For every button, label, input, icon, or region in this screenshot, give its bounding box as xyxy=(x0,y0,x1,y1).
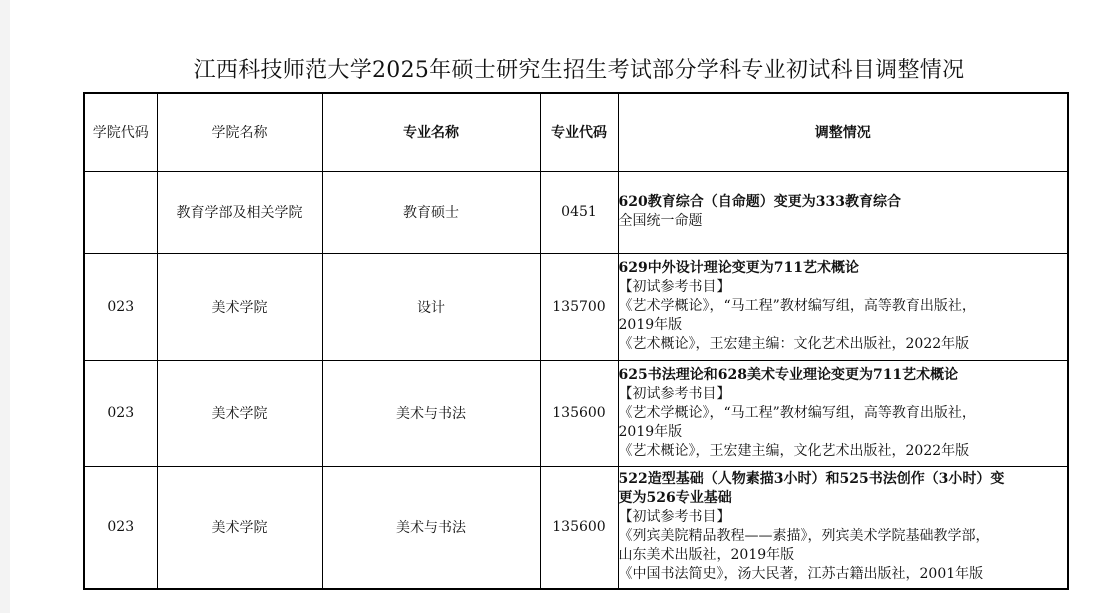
cell-college-code: 023 xyxy=(84,253,157,360)
adjustment-change-line: 625书法理论和628美术专业理论变更为711艺术概论 xyxy=(618,366,959,383)
table-row xyxy=(84,253,1068,360)
cell-college-name: 教育学部及相关学院 xyxy=(157,171,322,253)
page-title: 江西科技师范大学2025年硕士研究生招生考试部分学科专业初试科目调整情况 xyxy=(193,58,965,83)
cell-major-name: 设计 xyxy=(322,253,540,360)
adjustment-table xyxy=(83,92,1069,590)
reference-book-line: 山东美术出版社，2019年版 xyxy=(618,547,795,564)
cell-college-name: 美术学院 xyxy=(157,253,322,360)
cell-college-code xyxy=(84,171,157,253)
adjustment-change-line: 更为526专业基础 xyxy=(618,490,732,507)
cell-major-name: 教育硕士 xyxy=(322,171,540,253)
reference-book-line: 2019年版 xyxy=(618,317,683,333)
adjustment-detail-line: 全国统一命题 xyxy=(618,213,703,229)
cell-college-code: 023 xyxy=(84,466,157,589)
header-adjustment: 调整情况 xyxy=(618,93,1068,171)
reference-book-line: 2019年版 xyxy=(618,423,683,440)
cell-adjustment xyxy=(618,360,1068,466)
reference-books-heading: 【初试参考书目】 xyxy=(618,385,731,402)
cell-major-code: 135600 xyxy=(540,466,618,589)
header-major-code: 专业代码 xyxy=(540,93,618,171)
cell-adjustment xyxy=(618,171,1068,253)
reference-book-line: 《中国书法简史》，汤大民著，江苏古籍出版社，2001年版 xyxy=(618,566,984,583)
cell-college-code: 023 xyxy=(84,360,157,466)
cell-adjustment xyxy=(618,253,1068,360)
table-row xyxy=(84,360,1068,466)
cell-major-name: 美术与书法 xyxy=(322,360,540,466)
reference-book-line: 《艺术概论》，王宏建主编：文化艺术出版社，2022年版 xyxy=(618,336,970,352)
cell-major-code: 0451 xyxy=(540,171,618,253)
cell-major-code: 135700 xyxy=(540,253,618,360)
cell-major-name: 美术与书法 xyxy=(322,466,540,589)
document-page xyxy=(10,0,1099,613)
table-header-row xyxy=(84,93,1068,171)
reference-books-heading: 【初试参考书目】 xyxy=(618,509,731,526)
reference-books-heading: 【初试参考书目】 xyxy=(618,279,731,295)
adjustment-change-line: 522造型基础（人物素描3小时）和525书法创作（3小时）变 xyxy=(618,471,1005,488)
header-college-code: 学院代码 xyxy=(84,93,157,171)
reference-book-line: 《艺术概论》，王宏建主编，文化艺术出版社，2022年版 xyxy=(618,442,970,459)
table-row xyxy=(84,466,1068,589)
header-college-name: 学院名称 xyxy=(157,93,322,171)
cell-major-code: 135600 xyxy=(540,360,618,466)
table-row xyxy=(84,171,1068,253)
header-major-name: 专业名称 xyxy=(322,93,540,171)
reference-book-line: 《艺术学概论》，“马工程”教材编写组，高等教育出版社， xyxy=(618,298,976,314)
adjustment-change-line: 629中外设计理论变更为711艺术概论 xyxy=(618,260,859,276)
cell-college-name: 美术学院 xyxy=(157,360,322,466)
cell-college-name: 美术学院 xyxy=(157,466,322,589)
reference-book-line: 《列宾美院精品教程——素描》，列宾美术学院基础教学部， xyxy=(618,528,990,545)
cell-adjustment xyxy=(618,466,1068,589)
reference-book-line: 《艺术学概论》，“马工程”教材编写组，高等教育出版社， xyxy=(618,404,976,421)
adjustment-change-line: 620教育综合（自命题）变更为333教育综合 xyxy=(618,194,901,210)
